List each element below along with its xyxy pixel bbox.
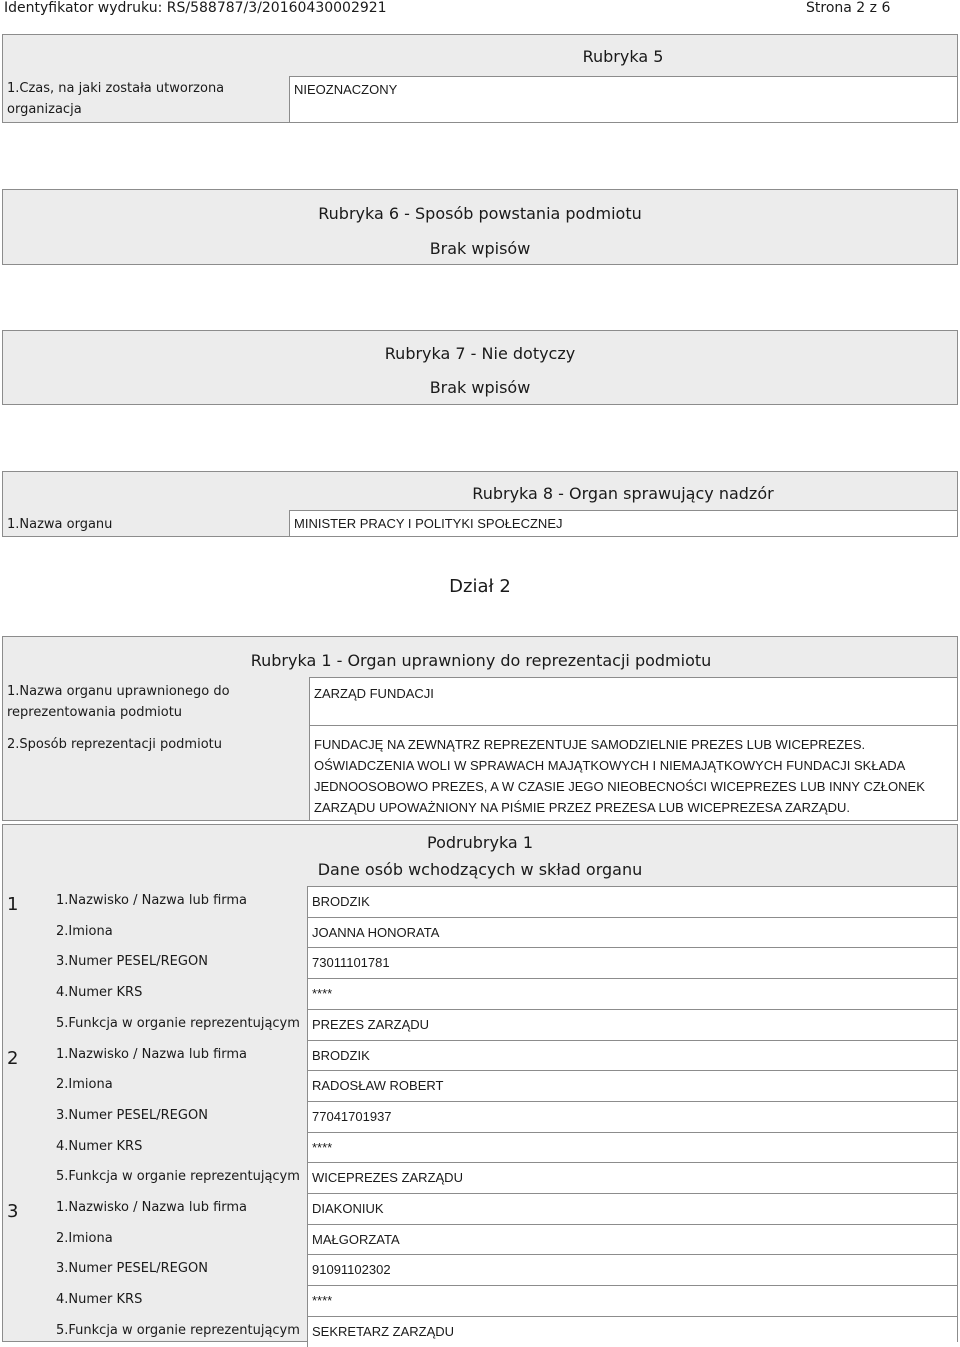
representation-box — [309, 725, 957, 820]
organ-name-box — [309, 677, 957, 725]
person-field-value-krs: **** — [312, 1139, 333, 1155]
person-field-box-pesel — [307, 1101, 957, 1132]
rubryka-8-title: Rubryka 8 - Organ sprawujący nadzór — [472, 484, 774, 503]
person-number: 1 — [7, 894, 19, 915]
person-field-label-krs: 4.Numer KRS — [56, 985, 143, 1001]
person-field-value-role: PREZES ZARZĄDU — [312, 1016, 430, 1032]
rubryka-8-value-box — [289, 510, 957, 536]
person-field-label-role: 5.Funkcja w organie reprezentującym — [56, 1169, 300, 1185]
person-field-label-krs: 4.Numer KRS — [56, 1292, 143, 1308]
rubryka-5-label: 1.Czas, na jaki została utworzona organizacja — [7, 81, 225, 117]
podrubryka-1-subtitle: Dane osób wchodzących w skład organu — [317, 860, 643, 879]
person-field-label-pesel: 3.Numer PESEL/REGON — [56, 1107, 208, 1123]
person-field-label-pesel: 3.Numer PESEL/REGON — [56, 954, 208, 970]
page-number: Strona 2 z 6 — [806, 0, 891, 16]
podrubryka-1 — [2, 824, 958, 1342]
print-identifier: Identyfikator wydruku: RS/588787/3/20160430002921 — [4, 0, 387, 16]
person-field-box-first — [307, 917, 957, 948]
person-field-label-pesel: 3.Numer PESEL/REGON — [56, 1261, 208, 1277]
rubryka-6-empty: Brak wpisów — [429, 239, 531, 258]
persons-table — [7, 886, 957, 1341]
rubryka-5-value-box — [289, 76, 957, 122]
person-field-value-role: WICEPREZES ZARZĄDU — [312, 1170, 463, 1186]
dzial2-rubryka-1-title: Rubryka 1 - Organ uprawniony do reprezentacji podmiotu — [250, 651, 712, 670]
rubryka-6-title: Rubryka 6 - Sposób powstania podmiotu — [318, 204, 642, 223]
person-field-box-first — [307, 1070, 957, 1101]
rubryka-7 — [2, 330, 958, 405]
rubryka-5-title: Rubryka 5 — [582, 47, 664, 66]
person-field-value-pesel: 73011101781 — [312, 955, 390, 971]
representation-value: FUNDACJĘ NA ZEWNĄTRZ REPREZENTUJE SAMODZIELNIE PREZES LUB WICEPREZES. OŚWIADCZENIA WOLI W SPRAWACH MAJĄTKOWYCH I NIEMAJĄTKOWYCH FUNDACJI SKŁADA JEDNOOSOBOWO PREZES, A W CZASIE JEGO NIEOBECNOŚCI WICEPREZES LUB INNY CZŁONEK ZARZĄDU UPOWAŻNIONY NA PIŚMIE PRZEZ PREZESA LUB WICEPREZESA ZARZĄDU. — [314, 737, 925, 815]
person-field-box-krs — [307, 1285, 957, 1316]
person-field-value-krs: **** — [312, 986, 333, 1002]
rubryka-8 — [2, 471, 958, 537]
rubryka-7-title: Rubryka 7 - Nie dotyczy — [384, 344, 576, 363]
person-field-value-name: DIAKONIUK — [312, 1201, 384, 1216]
person-field-box-role — [307, 1316, 957, 1347]
person-field-value-first: MAŁGORZATA — [312, 1231, 400, 1247]
podrubryka-1-title: Podrubryka 1 — [427, 833, 533, 852]
person-field-label-name: 1.Nazwisko / Nazwa lub firma — [56, 1200, 248, 1215]
dzial2-rubryka-1 — [2, 636, 958, 821]
person-field-box-name — [307, 1040, 957, 1071]
person-field-value-first: JOANNA HONORATA — [312, 924, 440, 940]
rubryka-5-value: NIEOZNACZONY — [294, 82, 398, 97]
rubryka-6 — [2, 189, 958, 265]
rubryka-8-value: MINISTER PRACY I POLITYKI SPOŁECZNEJ — [294, 516, 563, 531]
rubryka-7-empty: Brak wpisów — [429, 378, 531, 397]
person-field-box-role — [307, 1009, 957, 1040]
section-title: Dział 2 — [449, 576, 511, 597]
person-field-label-first: 2.Imiona — [56, 1077, 113, 1093]
person-field-value-role: SEKRETARZ ZARZĄDU — [312, 1323, 455, 1339]
person-field-value-krs: **** — [312, 1293, 333, 1309]
person-field-box-pesel — [307, 947, 957, 978]
person-field-box-krs — [307, 1132, 957, 1163]
person-field-value-pesel: 77041701937 — [312, 1108, 392, 1124]
person-field-label-role: 5.Funkcja w organie reprezentującym — [56, 1322, 300, 1338]
person-field-label-first: 2.Imiona — [56, 1230, 113, 1246]
person-field-box-name — [307, 886, 957, 917]
person-field-box-first — [307, 1224, 957, 1255]
organ-name-label: 1.Nazwa organu uprawnionego do reprezentowania podmiotu — [7, 684, 230, 720]
person-field-label-first: 2.Imiona — [56, 923, 113, 939]
rubryka-8-label: 1.Nazwa organu — [7, 517, 113, 532]
person-field-value-name: BRODZIK — [312, 1047, 370, 1063]
person-field-box-name — [307, 1193, 957, 1224]
person-field-box-role — [307, 1162, 957, 1193]
person-number: 2 — [7, 1047, 19, 1069]
rubryka-5 — [2, 34, 958, 123]
person-number: 3 — [7, 1201, 19, 1222]
person-field-value-pesel: 91091102302 — [312, 1262, 391, 1278]
organ-name-value: ZARZĄD FUNDACJI — [314, 686, 434, 701]
person-field-value-name: BRODZIK — [312, 894, 370, 909]
person-field-label-name: 1.Nazwisko / Nazwa lub firma — [56, 893, 248, 908]
person-field-box-krs — [307, 978, 957, 1009]
person-field-label-role: 5.Funkcja w organie reprezentującym — [56, 1015, 300, 1031]
person-field-value-first: RADOSŁAW ROBERT — [312, 1078, 444, 1094]
person-field-label-krs: 4.Numer KRS — [56, 1138, 143, 1154]
person-field-box-pesel — [307, 1254, 957, 1285]
representation-label: 2.Sposób reprezentacji podmiotu — [7, 737, 222, 752]
person-field-label-name: 1.Nazwisko / Nazwa lub firma — [56, 1046, 248, 1062]
